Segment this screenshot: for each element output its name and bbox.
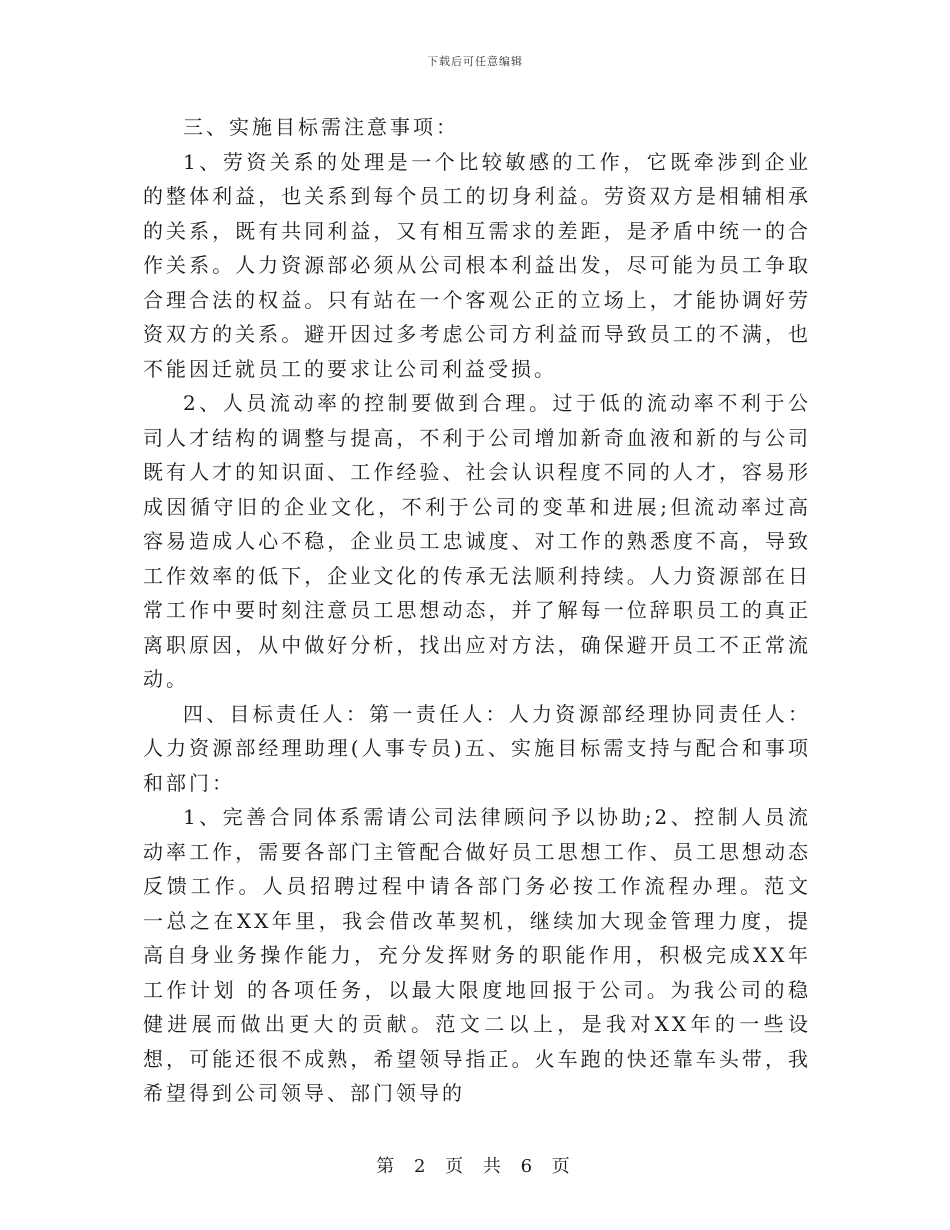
header-note: 下载后可任意编辑 xyxy=(427,55,523,68)
section-heading-3: 三、实施目标需注意事项： xyxy=(183,115,459,139)
page-number: 第 2 页 共 6 页 xyxy=(376,1156,574,1177)
paragraph-turnover-control: 2、人员流动率的控制要做到合理。过于低的流动率不利于公司人才结构的调整与提高，不利于公司增加新奇血液和新的与公司既有人才的知识面、工作经验、社会认识程度不同的人才，容易形成因循守旧的企业文化，不利于公司的变革和进展;但流动率过高容易造成人心不稳，企业员工忠诚度、对工作的熟悉度不高，导致工作效率的低下，企业文化的传承无法顺利持续。人力资源部在日常工作中要时刻注意员工思想动态，并了解每一位辞职员工的真正离职原因，从中做好分析，找出应对方法，确保避开员工不正常流动。 xyxy=(143,391,811,691)
paragraph-support-coordination: 1、完善合同体系需请公司法律顾问予以协助;2、控制人员流动率工作，需要各部门主管配合做好员工思想工作、员工思想动态反馈工作。人员招聘过程中请各部门务必按工作流程办理。范文 一总之在XX年里，我会借改革契机，继续加大现金管理力度，提高自身业务操作能力，充分发挥财务的职能作用，积极完成XX年工作计划 的各项任务，以最大限度地回报于公司。为我公司的稳健进展而做出更大的贡献。范文二以上，是我对XX年的一些设想，可能还很不成熟，希望领导指正。火车跑的快还靠车头带，我希望得到公司领导、部门领导的 xyxy=(143,805,811,1105)
paragraph-responsible-persons: 四、目标责任人：第一责任人：人力资源部经理协同责任人：人力资源部经理助理(人事专员)五、实施目标需支持与配合和事项和部门： xyxy=(143,701,811,795)
document-body xyxy=(143,110,811,1111)
paragraph-labor-relations: 1、劳资关系的处理是一个比较敏感的工作，它既牵涉到企业的整体利益，也关系到每个员工的切身利益。劳资双方是相辅相承的关系，既有共同利益，又有相互需求的差距，是矛盾中统一的合作关系。人力资源部必须从公司根本利益出发，尽可能为员工争取合理合法的权益。只有站在一个客观公正的立场上，才能协调好劳资双方的关系。避开因过多考虑公司方利益而导致员工的不满，也不能因迁就员工的要求让公司利益受损。 xyxy=(143,149,811,381)
